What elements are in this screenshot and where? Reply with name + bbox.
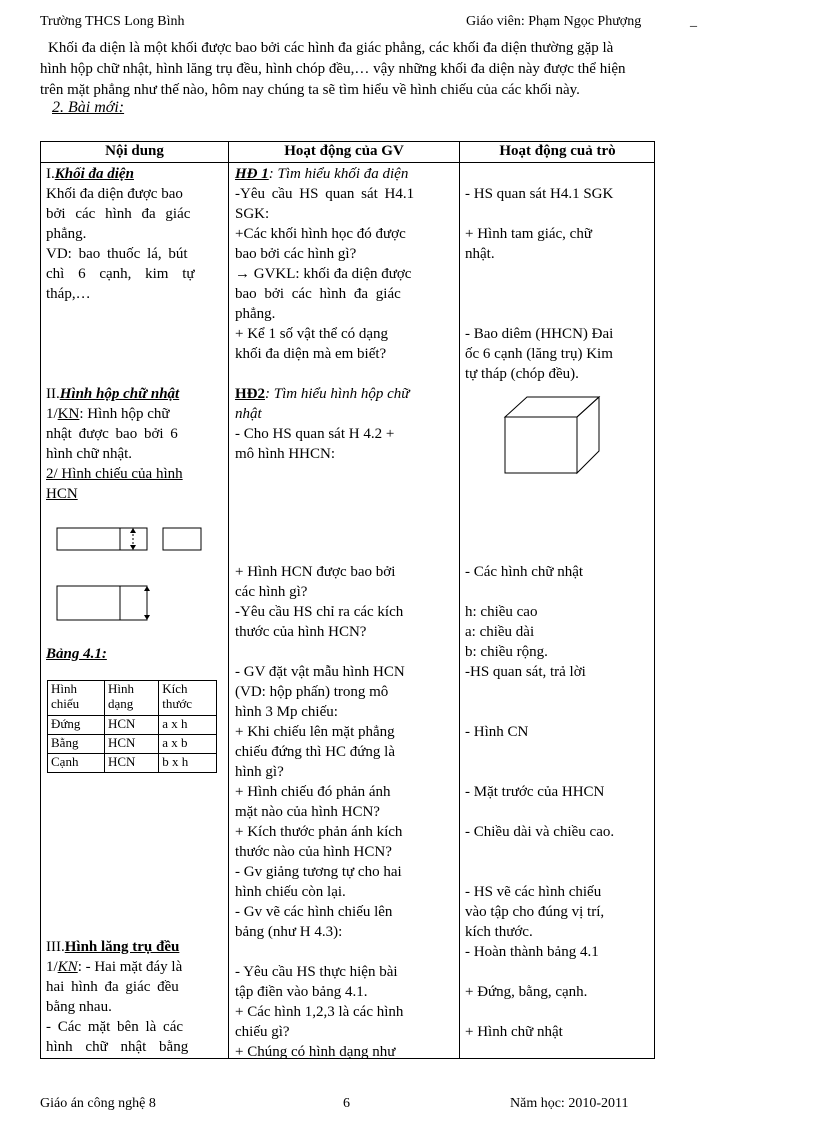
text-line: - GV đặt vật mẫu hình HCN	[235, 664, 405, 680]
box-top-face	[505, 397, 599, 417]
bang-cell: Kích thước	[159, 681, 217, 716]
hcn-projection-diagram	[55, 524, 225, 624]
text-line: - HS quan sát H4.1 SGK	[465, 186, 614, 202]
text-line: vào tập cho đúng vị trí,	[465, 904, 605, 920]
text-line: các hình gì?	[235, 584, 308, 600]
section-title: 2. Bài mới:	[52, 99, 125, 116]
student-activity-top	[465, 184, 651, 264]
gv-line: + Kể 1 số vật thể có dạng	[235, 326, 389, 342]
content-line: bằng nhau.	[46, 999, 112, 1015]
student-activity-mid	[465, 324, 651, 384]
text-line: + Hình HCN được bao bởi	[235, 564, 396, 580]
bang-cell: Cạnh	[48, 754, 105, 773]
bang-cell: Bằng	[48, 735, 105, 754]
bang-header-row	[48, 681, 217, 716]
text-line: - Các hình chữ nhật	[465, 564, 584, 580]
hd2-title-cont: nhật	[235, 406, 262, 422]
text-line: a: chiều dài	[465, 624, 535, 640]
kn-text: : - Hai mặt đáy là	[77, 959, 183, 975]
text-line: hình chiếu còn lại.	[235, 884, 346, 900]
bang-4-1-table	[47, 680, 217, 773]
hd1-label: HĐ 1	[235, 166, 269, 182]
content-line: VD: bao thuốc lá, bút	[46, 246, 188, 262]
side-view-rect	[163, 528, 201, 550]
intro-line: Khối đa diện là một khối được bao bởi các hình đa giác phẳng, các khối đa diện thường gặp là	[48, 40, 614, 56]
bang-cell: HCN	[104, 716, 158, 735]
text-line: + Đứng, bằng, cạnh.	[465, 984, 588, 1000]
content-line: 2/ Hình chiếu của hình	[46, 466, 183, 482]
arrow-up-icon	[144, 586, 150, 591]
text-line	[465, 702, 651, 722]
student-activity-lower	[465, 562, 651, 1042]
content-section-2	[46, 384, 224, 504]
text-line: - HS vẽ các hình chiếu	[465, 884, 602, 900]
text-line	[465, 682, 651, 702]
school-name: Trường THCS Long Bình	[40, 14, 185, 29]
page-number: 6	[343, 1096, 350, 1111]
header-mark: _	[690, 14, 697, 29]
bang-cell: Đứng	[48, 716, 105, 735]
content-section-1	[46, 164, 224, 304]
gv-line: -Yêu cầu HS quan sát H4.1	[235, 186, 415, 202]
bang-cell: a x b	[159, 735, 217, 754]
content-line: hình chữ nhật bằng	[46, 1039, 189, 1055]
text-line: - Hình CN	[465, 724, 529, 740]
content-line: bởi các hình đa giác	[46, 206, 191, 222]
gv-line: SGK:	[235, 206, 270, 222]
intro-line: trên mặt phẳng như thế nào, hôm nay chúng ta sẽ tìm hiểu về hình chiếu của các khối này.	[40, 82, 580, 98]
text-line: - Gv vẽ các hình chiếu lên	[235, 904, 393, 920]
gv-line: +Các khối hình học đó được	[235, 226, 406, 242]
content-line: - Các mặt bên là các	[46, 1019, 184, 1035]
text-line: b: chiều rộng.	[465, 644, 548, 660]
text-line: + Khi chiếu lên mặt phẳng	[235, 724, 395, 740]
header-gv: Hoạt động của GV	[284, 143, 404, 159]
text-line: h: chiều cao	[465, 604, 538, 620]
gv-activity-lower	[235, 562, 453, 1062]
section-3-title: Hình lăng trụ đều	[64, 939, 180, 955]
section-1-prefix: I.	[46, 166, 55, 182]
lesson-table	[40, 141, 655, 1059]
text-line: tập điền vào bảng 4.1.	[235, 984, 368, 1000]
text-line	[465, 962, 651, 982]
section-3-prefix: III.	[46, 939, 65, 955]
kn-label: KN	[57, 406, 80, 422]
text-line	[465, 862, 651, 882]
content-line: tháp,…	[46, 286, 91, 302]
text-line: bảng (như H 4.3):	[235, 924, 343, 940]
arrow-down-icon	[144, 615, 150, 620]
bang-row	[48, 716, 217, 735]
text-line: chiếu đứng thì HC đứng là	[235, 744, 395, 760]
text-line: + Chúng có hình dạng như	[235, 1044, 396, 1060]
content-line: hình chữ nhật.	[46, 446, 133, 462]
bang-cell: HCN	[104, 754, 158, 773]
text-line: tự tháp (chóp đều).	[465, 366, 579, 382]
text-line	[465, 582, 651, 602]
kn-prefix: 1/	[46, 406, 58, 422]
box-3d-icon	[503, 395, 603, 475]
text-line: - Yêu cầu HS thực hiện bài	[235, 964, 398, 980]
gv-line: - Cho HS quan sát H 4.2 +	[235, 426, 395, 442]
content-line: nhật được bao bởi 6	[46, 426, 178, 442]
kn-label: KN	[57, 959, 78, 975]
text-line: + Hình chữ nhật	[465, 1024, 563, 1040]
text-line: hình gì?	[235, 764, 284, 780]
content-line: chì 6 cạnh, kim tự	[46, 266, 195, 282]
gv-line: phẳng.	[235, 306, 276, 322]
text-line: - Chiều dài và chiều cao.	[465, 824, 615, 840]
text-line: kích thước.	[465, 924, 533, 940]
text-line: - Hoàn thành bảng 4.1	[465, 944, 599, 960]
header-tro: Hoạt động cuả trò	[499, 143, 616, 159]
text-line: + Kích thước phản ánh kích	[235, 824, 403, 840]
text-line	[465, 742, 651, 762]
text-line: mặt nào của hình HCN?	[235, 804, 380, 820]
bang-cell: a x h	[159, 716, 217, 735]
column-divider	[459, 142, 460, 1058]
text-line	[465, 802, 651, 822]
kn-text: : Hình hộp chữ	[79, 406, 170, 422]
section-2-title: Hình hộp chữ nhật	[59, 386, 180, 402]
box-front-face	[505, 417, 577, 473]
content-line: HCN	[46, 486, 78, 502]
box-side-face	[577, 397, 599, 473]
text-line	[465, 762, 651, 782]
hd1-title: : Tìm hiểu khối đa diện	[268, 166, 409, 182]
text-line: (VD: hộp phấn) trong mô	[235, 684, 389, 700]
top-view-rect	[57, 586, 147, 620]
content-section-3	[46, 937, 224, 1057]
bang-cell: HCN	[104, 735, 158, 754]
gv-line: bao bởi các hình đa giác	[235, 286, 401, 302]
text-line: ốc 6 cạnh (lăng trụ) Kim	[465, 346, 613, 362]
intro-paragraph	[40, 38, 740, 101]
content-line: hai hình đa giác đều	[46, 979, 179, 995]
text-line: hình 3 Mp chiếu:	[235, 704, 338, 720]
bang-cell: Hình chiếu	[48, 681, 105, 716]
content-line: phẳng.	[46, 226, 87, 242]
gv-activity-2	[235, 384, 453, 464]
text-line	[235, 642, 453, 662]
bang-cell: Hình dạng	[104, 681, 158, 716]
text-line: -HS quan sát, trả lời	[465, 664, 586, 680]
gv-line: khối đa diện mà em biết?	[235, 346, 387, 362]
text-line: -Yêu cầu HS chỉ ra các kích	[235, 604, 404, 620]
text-line	[465, 842, 651, 862]
header-divider	[41, 162, 654, 163]
bang-title: Bảng 4.1:	[46, 646, 107, 662]
kn-prefix: 1/	[46, 959, 58, 975]
text-line: + Hình tam giác, chữ	[465, 226, 592, 242]
content-line: Khối đa diện được bao	[46, 186, 183, 202]
hd2-label: HĐ2	[235, 386, 265, 402]
text-line: chiếu gì?	[235, 1024, 290, 1040]
column-divider	[228, 142, 229, 1058]
bang-row	[48, 754, 217, 773]
teacher-name: Giáo viên: Phạm Ngọc Phượng	[466, 14, 642, 29]
text-line: + Các hình 1,2,3 là các hình	[235, 1004, 404, 1020]
text-line: thước nào của hình HCN?	[235, 844, 392, 860]
text-line: - Gv giảng tương tự cho hai	[235, 864, 402, 880]
footer-year: Năm học: 2010-2011	[510, 1096, 629, 1111]
section-2-prefix: II.	[46, 386, 60, 402]
bang-row	[48, 735, 217, 754]
gv-line: mô hình HHCN:	[235, 446, 336, 462]
text-line: - Mặt trước của HHCN	[465, 784, 605, 800]
gv-line: → GVKL: khối đa diện được	[235, 266, 412, 282]
intro-line: hình hộp chữ nhật, hình lăng trụ đều, hình chóp đều,… vậy những khối đa diện này được thể hiện	[40, 61, 626, 77]
text-line: - Bao diêm (HHCN) Đai	[465, 326, 614, 342]
header-noi-dung: Nội dung	[105, 143, 164, 159]
bang-cell: b x h	[159, 754, 217, 773]
text-line	[235, 942, 453, 962]
arrow-down-icon	[130, 545, 136, 550]
gv-line: bao bởi các hình gì?	[235, 246, 357, 262]
section-1-title: Khối đa diện	[54, 166, 134, 182]
arrow-up-icon	[130, 528, 136, 533]
text-line: + Hình chiếu đó phản ánh	[235, 784, 391, 800]
text-line: nhật.	[465, 246, 495, 262]
gv-activity-1	[235, 164, 453, 364]
text-line	[465, 204, 651, 224]
text-line	[465, 1002, 651, 1022]
footer-course: Giáo án công nghệ 8	[40, 1096, 156, 1111]
text-line: thước của hình HCN?	[235, 624, 367, 640]
hd2-title: : Tìm hiểu hình hộp chữ	[265, 386, 410, 402]
